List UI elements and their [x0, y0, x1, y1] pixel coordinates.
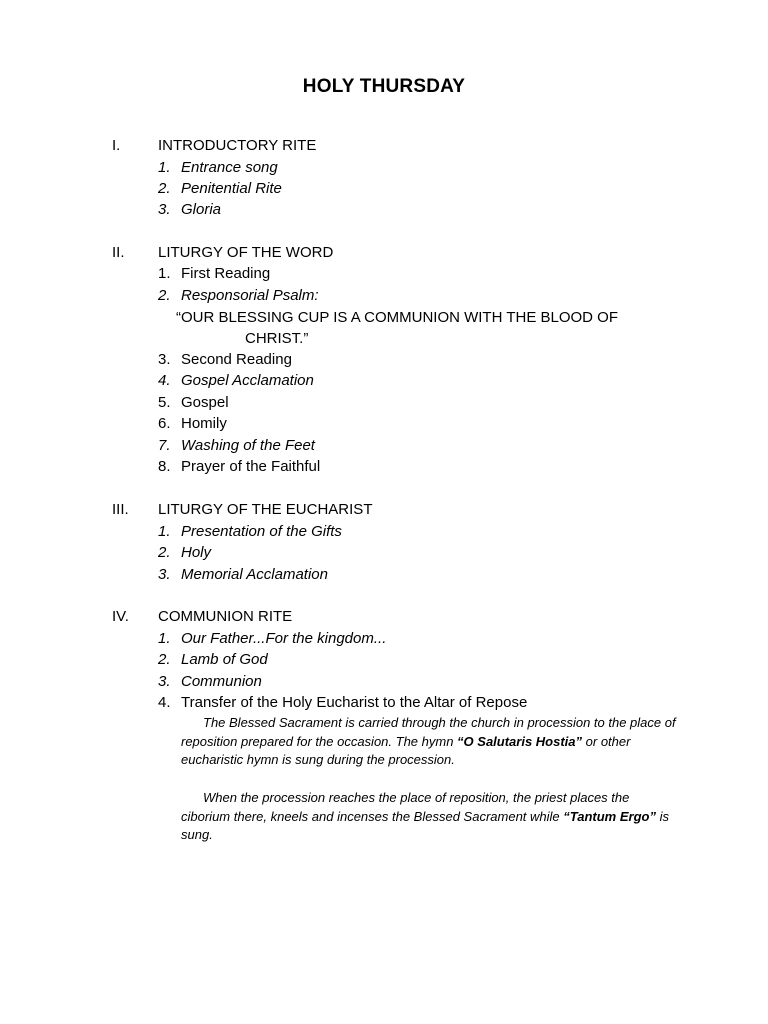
- item-lamb-of-god: Lamb of God: [181, 651, 268, 668]
- item-prayer-of-faithful: Prayer of the Faithful: [181, 458, 321, 475]
- item-penitential-rite: Penitential Rite: [181, 180, 282, 197]
- section-4-heading: COMMUNION RITE: [158, 608, 293, 625]
- item-number: 3.: [158, 201, 171, 218]
- page-title: HOLY THURSDAY: [302, 76, 466, 97]
- item-gloria: Gloria: [181, 201, 222, 218]
- rubric-note-text: or other eucharistic hymn is sung during the procession.: [181, 733, 631, 768]
- item-gospel-acclamation: Gospel Acclamation: [181, 372, 314, 389]
- item-presentation-of-gifts: Presentation of the Gifts: [181, 523, 342, 540]
- item-number: 3.: [158, 351, 171, 368]
- rubric-note-text: When the procession reaches the place of reposition, the priest places the ciborium there, kneels and incenses the Blessed Sacrament while: [181, 790, 630, 824]
- item-memorial-acclamation: Memorial Acclamation: [181, 566, 328, 583]
- item-number: 1.: [158, 523, 171, 540]
- item-number: 3.: [158, 566, 171, 583]
- item-number: 1.: [158, 265, 171, 282]
- section-1-heading: INTRODUCTORY RITE: [158, 137, 317, 154]
- item-second-reading: Second Reading: [181, 351, 292, 368]
- item-homily: Homily: [181, 415, 227, 432]
- item-responsorial-psalm: Responsorial Psalm:: [181, 287, 319, 304]
- item-first-reading: First Reading: [181, 265, 271, 282]
- rubric-note-procession: [181, 714, 681, 770]
- rubric-note-text: The Blessed Sacrament is carried through the church in procession to the place of reposition prepared for the occasion. The hymn: [181, 715, 676, 749]
- item-number: 7.: [158, 437, 171, 454]
- rubric-note-reposition: [181, 789, 681, 845]
- hymn-title: “O Salutaris Hostia”: [457, 733, 583, 749]
- item-number: 1.: [158, 159, 171, 176]
- rubric-note-text: is sung.: [181, 808, 669, 843]
- item-number: 8.: [158, 458, 171, 475]
- psalm-response-line-1: “OUR BLESSING CUP IS A COMMUNION WITH THE BLOOD OF: [176, 309, 619, 326]
- item-gospel: Gospel: [181, 394, 229, 411]
- item-number: 2.: [158, 544, 171, 561]
- item-transfer-holy-eucharist: Transfer of the Holy Eucharist to the Altar of Repose: [181, 694, 528, 711]
- item-entrance-song: Entrance song: [181, 159, 278, 176]
- section-2-heading: LITURGY OF THE WORD: [158, 244, 334, 261]
- psalm-response-line-2: CHRIST.”: [245, 330, 309, 347]
- section-2-numeral: II.: [112, 244, 125, 261]
- item-washing-of-feet: Washing of the Feet: [181, 437, 315, 454]
- section-3-heading: LITURGY OF THE EUCHARIST: [158, 501, 373, 518]
- item-number: 3.: [158, 673, 171, 690]
- item-number: 2.: [158, 287, 171, 304]
- section-4-numeral: IV.: [112, 608, 129, 625]
- item-number: 4.: [158, 372, 171, 389]
- section-1-numeral: I.: [112, 137, 121, 154]
- item-number: 2.: [158, 180, 171, 197]
- item-number: 4.: [158, 694, 171, 711]
- section-3-numeral: III.: [112, 501, 129, 518]
- item-communion: Communion: [181, 673, 262, 690]
- item-number: 6.: [158, 415, 171, 432]
- item-number: 1.: [158, 630, 171, 647]
- item-number: 5.: [158, 394, 171, 411]
- item-holy: Holy: [181, 544, 212, 561]
- item-our-father: Our Father...For the kingdom...: [181, 630, 387, 647]
- item-number: 2.: [158, 651, 171, 668]
- hymn-title: “Tantum Ergo”: [563, 808, 656, 824]
